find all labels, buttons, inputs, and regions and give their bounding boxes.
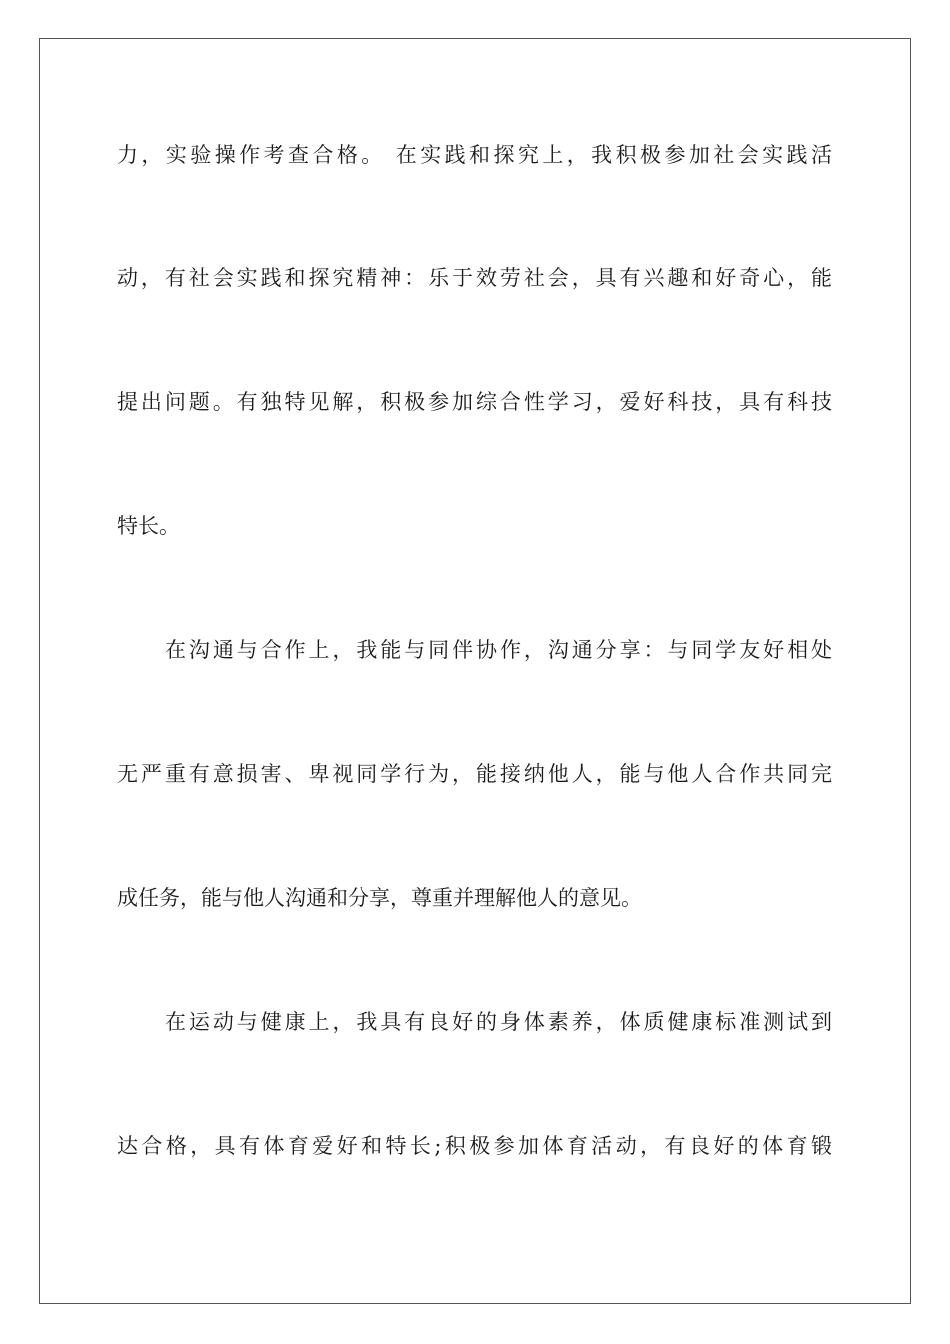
text-line-6: 无严重有意损害、卑视同学行为，能接纳他人，能与他人合作共同完: [117, 762, 832, 786]
text-line-7: 成任务，能与他人沟通和分享，尊重并理解他人的意见。: [117, 886, 642, 910]
text-line-5: 在沟通与合作上，我能与同伴协作，沟通分享：与同学友好相处: [165, 638, 832, 662]
text-line-4: 特长。: [117, 514, 180, 538]
text-line-9: 达合格，具有体育爱好和特长;积极参加体育活动，有良好的体育锻: [117, 1134, 832, 1158]
text-line-1: 力，实验操作考查合格。 在实践和探究上，我积极参加社会实践活: [117, 143, 832, 167]
text-line-3: 提出问题。有独特见解，积极参加综合性学习，爱好科技，具有科技: [117, 390, 832, 414]
page-border: [39, 38, 911, 1304]
text-line-2: 动，有社会实践和探究精神：乐于效劳社会，具有兴趣和好奇心，能: [117, 266, 832, 290]
text-line-8: 在运动与健康上，我具有良好的身体素养，体质健康标准测试到: [165, 1010, 832, 1034]
